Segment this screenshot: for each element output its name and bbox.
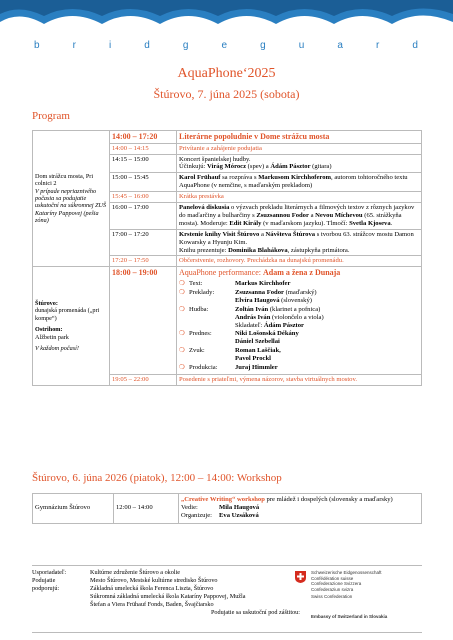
program-table bbox=[32, 130, 422, 386]
table-cell: Gymnázium Štúrovo bbox=[33, 494, 114, 524]
table-cell: 15:45 – 16:00 bbox=[110, 192, 177, 203]
list-item: ❍ Produkcia: Juraj Himmler bbox=[179, 364, 278, 372]
event-date: Štúrovo, 7. júna 2025 (sobota) bbox=[153, 87, 300, 101]
location1-note: V prípade nepriaznivého počasia sa podujatie uskutoční na súkromnej ZUŠ Kataríny Pappovej (pešia zóna) bbox=[35, 187, 107, 225]
location1-cell bbox=[33, 131, 110, 267]
block1-time: 14:00 – 17:20 bbox=[110, 131, 177, 144]
block2-row bbox=[33, 267, 422, 375]
block2-time: 18:00 – 19:00 bbox=[110, 267, 177, 375]
program-heading: Program bbox=[32, 110, 70, 122]
block1-title: Literárne popoludnie v Dome strážcu mosta bbox=[177, 131, 422, 144]
table-cell: 12:00 – 14:00 bbox=[114, 494, 179, 524]
table-cell: 17:00 – 17:20 bbox=[110, 229, 177, 256]
location2-cell: Štúrovo: dunajská promenáda („pri kompe“) Ostrihom: Alžbetin park V každom počasí! bbox=[33, 267, 110, 385]
footer: Usporiadateľ: Podujatie podporujú: Kultúrne združenie Štúrovo a okolie Mesto Štúrovo, Mestské kultúrne stredisko Štúrovo Základná umelecká škola Ferenca Liszta, Štúrovo Súkromná základná umelecká škola Kataríny Pappovej, Mužla Štefan a Viera Frühauf Fonds, Baden, Švajčiarsko Podujatie sa uskutoční pod záštitou: Schweizerische Eidgenossenschaft Confédération suisse Confederazione Svizzera Confederaziun svizra Swiss Confederation Embassy of Switzerland in Slovakia bbox=[32, 565, 422, 633]
table-cell: Občerstvenie, rozhovory. Prechádzka na dunajskú promenádu. bbox=[177, 256, 422, 267]
performance-list bbox=[179, 280, 419, 372]
table-cell: 15:00 – 15:45 bbox=[110, 173, 177, 192]
table-cell: Karol Frühauf sa rozpráva s Markusom Kirchhoferom, autorom tohtoročného textu AquaPhone (v nemčine, s maďarským prekladom) bbox=[177, 173, 422, 192]
list-item: ❍ Prednes: Niki Lošonská Dékány Dániel Szebellai bbox=[179, 330, 299, 346]
bridgeguard-logo: b r i d g e g u a r d bbox=[34, 40, 419, 51]
table-cell: Krátka prestávka bbox=[177, 192, 422, 203]
table-cell: 19:05 – 22:00 bbox=[110, 374, 177, 385]
swiss-cross-icon bbox=[294, 570, 307, 583]
table-cell: 17:20 – 17:50 bbox=[110, 256, 177, 267]
table-cell: Panelová diskusia o výzvach prekladu literárnych a filmových textov z rôznych jazykov do maďarčiny a bulharčiny s Zsuzsannou Fodor a Nevou Míchevou (65. strážkyňa mosta). Moderuje: Edit Király (v maďarskom jazyku). Tlmočí: Svetla Kjoseva. bbox=[177, 203, 422, 230]
location1-name: Dom strážcu mosta, Pri colnici 2 bbox=[35, 172, 94, 188]
table-cell: Posedenie s priateľmi, výmena názorov, stavba virtuálnych mostov. bbox=[177, 374, 422, 385]
list-item: ❍ Zvuk: Roman Laščiak, Pavol Prockl bbox=[179, 347, 281, 363]
list-item: ❍ Preklady: Zsuzsanna Fodor (maďarský) Elvíra Haugová (slovenský) bbox=[179, 288, 317, 304]
table-cell: Krstenie knihy Visit Štúrovo a Návšteva Štúrova s tvorbou 63. strážcov mostu Damon Kowarsky a Hyunju Kim. Knihu prezentuje: Dominika Blahákova, zástupkyňa primátora. bbox=[177, 229, 422, 256]
table-cell: „Creative Writing“ workshop pre mládež i dospelých (slovensky a maďarsky) Vedie: Mila Haugová Organizuje: Eva Uzsáková bbox=[179, 494, 422, 524]
list-item: ❍ Hudba: Zoltán Iván (klarinet a pofnica) András Iván (violončelo a viola) Skladateľ: Ádám Pásztor bbox=[179, 305, 324, 329]
table-row bbox=[33, 494, 422, 524]
table-cell: Privítanie a zahájenie podujatia bbox=[177, 143, 422, 154]
table-cell: 16:00 – 17:00 bbox=[110, 203, 177, 230]
page-title: AquaPhone‘2025 bbox=[177, 66, 276, 81]
table-cell: Koncert španielskej hudby. Účinkujú: Virág Mórocz (spev) a Ádám Pásztor (gitara) bbox=[177, 154, 422, 173]
block1-header bbox=[33, 131, 422, 144]
workshop-table bbox=[32, 493, 422, 524]
workshop-heading: Štúrovo, 6. júna 2026 (piatok), 12:00 – 14:00: Workshop bbox=[32, 472, 282, 484]
table-cell: AquaPhone performance: Adam a žena z Dunaja ❍ Text: Markus Kirchhofer ❍ Preklady: Zsuzsanna Fodor (maďarský) Elvíra Haugová (slovenský) ❍ Hudba: Zoltán Iván (klarinet a pofnica) András Iván (violončelo a viola) Skladateľ: Ádám Pásztor ❍ Prednes: Niki Lošonská Dékány Dániel Szebellai ❍ Zvuk: Roman Laščiak, Pavol Prockl ❍ Produkcia: Juraj Himmler bbox=[177, 267, 422, 375]
table-cell: 14:15 – 15:00 bbox=[110, 154, 177, 173]
table-cell: 14:00 – 14:15 bbox=[110, 143, 177, 154]
list-item: ❍ Text: Markus Kirchhofer bbox=[179, 279, 291, 287]
